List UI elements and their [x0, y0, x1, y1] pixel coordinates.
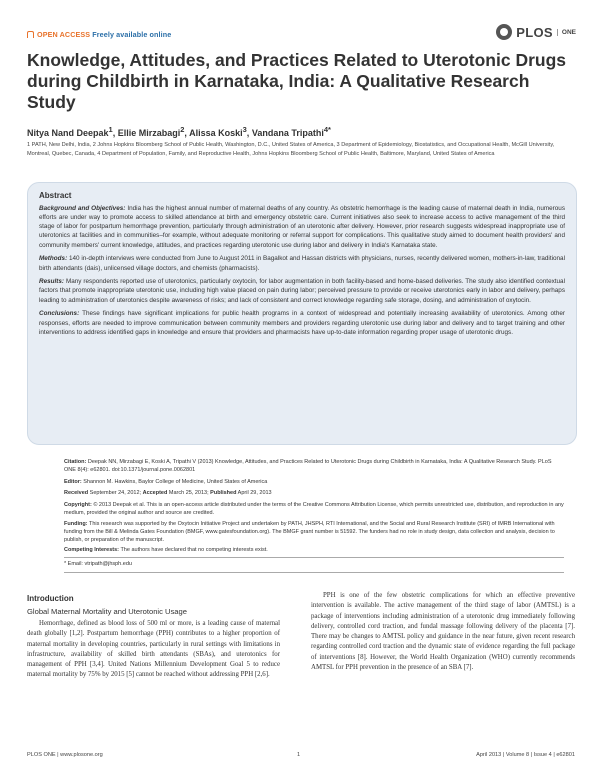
plos-name: PLOS	[516, 24, 553, 40]
received-date: September 24, 2012;	[88, 490, 143, 496]
footer-issue: April 2013 | Volume 8 | Issue 4 | e62801	[476, 752, 575, 758]
section-label: Results:	[39, 278, 65, 286]
abstract-results	[39, 277, 565, 304]
funding-block	[64, 520, 564, 545]
footer-journal: PLOS ONE | www.plosone.org	[27, 752, 103, 758]
section-text: Many respondents reported use of uterotonics, particularly oxytocin, for labor augmentation in both facility-based and home-based deliveries. The study also identified contextual factors that promote inappropriate uterotonic use, including high value placed on pain during labor; perceived pressure to provide or receive uterotonics early in labor and delivery, perhaps leading to administration of uterotonics despite awareness of risks; and lack of consistent and correct knowledge regarding safe storage, dosing, and administration of oxytocin.	[39, 278, 565, 304]
plos-logo-icon	[496, 24, 512, 40]
section-text: These findings have significant implications for public health programs in a context of widespread and potentially increasing availability of uterotonics. Among other responses, efforts are needed to improve communication between community members and providers regarding uterotonic use during labor and delivery and to target training and other interventions to address identified gaps in knowledge and ensure that providers and pharmacists have up-to-date information regarding proper usage of uterotonic drugs.	[39, 310, 565, 336]
author-name: Nitya Nand Deepak	[27, 128, 109, 138]
editor-block	[64, 478, 564, 486]
author-name: Alissa Koski	[189, 128, 243, 138]
abstract-background	[39, 204, 565, 250]
citation-label: Citation:	[64, 459, 87, 465]
author-name: Ellie Mirzabagi	[117, 128, 181, 138]
section-label: Conclusions:	[39, 310, 80, 318]
citation-text: Deepak NN, Mirzabagi E, Koski A, Tripathi V (2013) Knowledge, Attitudes, and Practices Related to Uterotonic Drugs during Childbirth in Karnataka, India: A Qualitative Research Study. PLoS ONE 8(4): e62801. doi:10.1371/journal.pone.0062801	[64, 459, 552, 474]
funding-label: Funding:	[64, 521, 88, 527]
abstract-methods	[39, 254, 565, 272]
accepted-date: March 25, 2013;	[167, 490, 211, 496]
abstract-conclusions	[39, 309, 565, 336]
affiliations: 1 PATH, New Delhi, India, 2 Johns Hopkins Bloomberg School of Public Health, Washington, D.C., United States of America, 3 Department of Epidemiology, Biostatistics, and Occupational Health, McGill University, Montreal, Quebec, Canada, 4 Department of Population, Family, and Reproductive Health, Johns Hopkins Bloomberg School of Public Health, Baltimore, Maryland, United States of America	[27, 142, 555, 158]
competing-text: The authors have declared that no competing interests exist.	[119, 547, 268, 553]
left-column	[27, 619, 280, 681]
competing-label: Competing Interests:	[64, 547, 120, 553]
author-name: Vandana Tripathi	[251, 128, 324, 138]
received-label: Received	[64, 490, 89, 496]
editor-text: Shannon M. Hawkins, Baylor College of Medicine, United States of America	[81, 479, 268, 485]
page-number: 1	[297, 752, 301, 758]
section-label: Background and Objectives:	[39, 205, 126, 212]
editor-label: Editor:	[64, 479, 82, 485]
funding-text: This research was supported by the Oxytocin Initiative Project and undertaken by PATH, JHSPH, RTI International, and the Social and Rural Research Institute (SRI) of IMRB International with funding from the Bill & Melinda Gates Foundation (BMGF, www.gatesfoundation.org). The BMGF grant number is 51592. The funders had no role in study design, data collection and analysis, decision to publish, or preparation of the manuscript.	[64, 521, 555, 544]
published-date: April 29, 2013	[236, 490, 272, 496]
section-heading: Introduction	[27, 594, 74, 603]
section-label: Methods:	[39, 255, 68, 263]
competing-block	[64, 546, 564, 554]
copyright-label: Copyright:	[64, 502, 92, 508]
freely-available-text: Freely available online	[92, 30, 172, 39]
open-text: OPEN	[37, 30, 58, 39]
section-text: 140 in-depth interviews were conducted from June to August 2011 in Bagalkot and Hassan districts with physicians, nurses, recently delivered women, mothers-in-law, traditional birth attendants (dais), unlicensed village doctors, and chemists (pharmacists).	[39, 255, 565, 272]
author-affil-sup: 4*	[323, 125, 331, 134]
abstract-box	[27, 182, 577, 445]
open-lock-icon	[27, 31, 34, 38]
author-list: Nitya Nand Deepak$^1$, Ellie Mirzabagi$^2$, Alissa Koski$^3$, Vandana Tripathi$^{4*}$	[27, 125, 331, 138]
accepted-label: Accepted	[142, 490, 168, 496]
author-affil-sup: 1	[108, 125, 113, 134]
author-affil-sup: 2	[180, 125, 185, 134]
subsection-heading: Global Maternal Mortality and Uterotonic Usage	[27, 607, 187, 616]
divider	[64, 572, 564, 573]
copyright-block	[64, 501, 564, 517]
section-text: India has the highest annual number of maternal deaths of any country. As obstetric hemorrhage is the leading cause of maternal death in India, numerous efforts are under way to promote access to skilled attendance at birth and emergency obstetric care. Current initiatives also seek to increase access to active management of the third stage of labor for postpartum hemorrhage prevention, particularly through administration of an uterotonic after delivery. However, prior research suggests widespread inappropriate use of uterotonics at facilities and in communities–for example, without adequate monitoring or referral support for complications. This qualitative study aimed to document health providers' and community members' current knowledge, attitudes, and practices regarding uterotonic use during labor and delivery in India's Karnataka state.	[39, 205, 566, 249]
abstract-heading: Abstract	[39, 191, 72, 200]
citation-block	[64, 458, 564, 474]
access-text: ACCESS	[59, 30, 91, 39]
paragraph: PPH is one of the few obstetric complications for which an effective preventive intervention is available. The active management of the third stage of labor (AMTSL) is a package of interventions including administration of a uterotonic drug immediately following delivery, controlled cord traction, and fundal massage following delivery of the placenta [7]. There may be changes to AMTSL policy and guidance in the near future, given recent research regarding controlled cord traction and the dynamic state of evidence regarding the full package of interventions [8]. However, the World Health Organization (WHO) currently recommends AMTSL for PPH prevention in the presence of an SBA [7].	[311, 592, 575, 671]
published-label: Published	[210, 490, 237, 496]
email-link[interactable]: * Email: vtripath@jhsph.edu	[64, 561, 132, 567]
author-affil-sup: 3	[242, 125, 247, 134]
plos-one-logo	[496, 24, 576, 40]
open-access-banner	[27, 30, 171, 39]
copyright-text: © 2013 Deepak et al. This is an open-access article distributed under the terms of the Creative Commons Attribution License, which permits unrestricted use, distribution, and reproduction in any medium, provided the original author and source are credited.	[64, 502, 564, 517]
article-title: Knowledge, Attitudes, and Practices Related to Uterotonic Drugs during Childbirth in Karnataka, India: A Qualitative Research Study	[27, 50, 567, 112]
dates-block	[64, 489, 564, 497]
paragraph: Hemorrhage, defined as blood loss of 500 ml or more, is a leading cause of maternal death globally [1,2]. Postpartum hemorrhage (PPH) contributes to a higher proportion of maternal mortality in developing countries, particularly in rural settings with limitations in infrastructure, availability of skilled birth attendants (SBAs), and uterotonics for management of PPH [3,4]. United Nations Millennium Development Goal 5 to reduce maternal mortality by 75% by 2015 [5] cannot be reached without addressing PPH [2,6].	[27, 620, 280, 679]
right-column	[311, 591, 575, 673]
plos-one-label: ONE	[557, 29, 576, 36]
divider	[64, 557, 564, 558]
